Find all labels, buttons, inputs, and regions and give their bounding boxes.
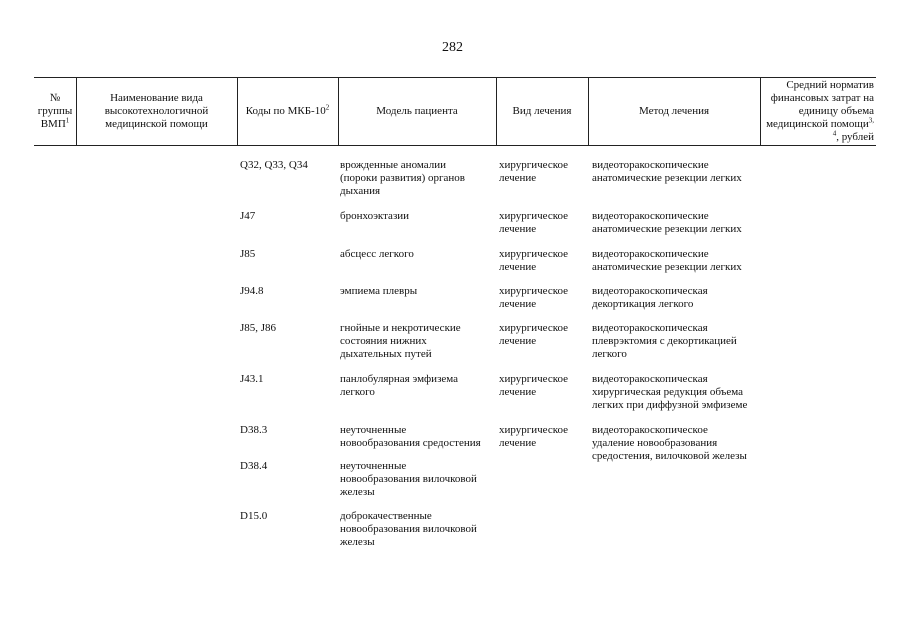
treatment-type: хирургическое лечение (499, 248, 569, 273)
footnote-ref: 3, 4 (832, 116, 874, 138)
treatment-method: видеоторакоскопическая декортикация легкого (592, 285, 708, 310)
icd-code: J85, J86 (240, 322, 277, 334)
patient-model: врожденные аномалии (пороки развития) органов дыхания (340, 159, 465, 197)
icd-code: J43.1 (240, 373, 264, 385)
icd-code: J85 (240, 248, 256, 260)
treatment-type: хирургическое лечение (499, 159, 569, 184)
header-vmp-type (76, 77, 237, 145)
header-bottom-border (34, 145, 876, 146)
page-number: 282 (442, 40, 463, 55)
treatment-type: хирургическое лечение (499, 285, 569, 310)
header-group-number (34, 77, 76, 145)
header-patient-model (338, 77, 496, 145)
header-group-number-text: № группы ВМП (37, 91, 73, 130)
treatment-type: хирургическое лечение (499, 322, 569, 347)
header-treatment-type (496, 77, 588, 145)
header-treatment-type-text: Вид лечения (512, 104, 572, 117)
patient-model: гнойные и некротические состояния нижних дыхательных путей (340, 322, 461, 360)
header-icd-codes (237, 77, 338, 145)
patient-model: панлобулярная эмфизема легкого (340, 373, 459, 398)
header-treatment-method-text: Метод лечения (638, 104, 710, 117)
patient-model: бронхоэктазии (340, 210, 410, 222)
patient-model: доброкачественные новообразования вилочковой железы (340, 510, 477, 548)
icd-code: D15.0 (240, 510, 268, 522)
treatment-method: видеоторакоскопическое удаление новообразования средостения, вилочковой железы (592, 424, 747, 462)
icd-code: J94.8 (240, 285, 264, 297)
icd-code: D38.4 (240, 460, 268, 472)
footnote-ref: 2 (325, 102, 330, 111)
header-cost-norm (760, 79, 876, 143)
header-patient-model-text: Модель пациента (376, 104, 458, 117)
patient-model: абсцесс легкого (340, 248, 414, 260)
header-cost-norm-text: Средний норматив финансовых затрат на единицу объема медицинской помощи (766, 79, 874, 130)
treatment-method: видеоторакоскопическая плеврэктомия с декортикацией легкого (592, 322, 737, 360)
treatment-method: видеоторакоскопические анатомические резекции легких (592, 210, 742, 235)
header-icd-codes-text: Коды по МКБ-10 (245, 104, 326, 117)
treatment-method: видеоторакоскопические анатомические резекции легких (592, 159, 742, 184)
icd-code: D38.3 (240, 424, 268, 436)
patient-model: неуточненные новообразования вилочковой железы (340, 460, 477, 498)
treatment-method: видеоторакоскопические анатомические резекции легких (592, 248, 742, 273)
icd-code: Q32, Q33, Q34 (240, 159, 308, 171)
treatment-type: хирургическое лечение (499, 424, 569, 449)
footnote-ref: 1 (65, 115, 70, 124)
patient-model: неуточненные новообразования средостения (340, 424, 481, 449)
header-vmp-type-text: Наименование вида высокотехнологичной медицинской помощи (104, 91, 209, 130)
treatment-type: хирургическое лечение (499, 373, 569, 398)
treatment-type: хирургическое лечение (499, 210, 569, 235)
treatment-method: видеоторакоскопическая хирургическая редукция объема легких при диффузной эмфиземе (592, 373, 748, 411)
patient-model: эмпиема плевры (340, 285, 418, 297)
header-cost-norm-unit: , рублей (836, 131, 874, 143)
icd-code: J47 (240, 210, 256, 222)
header-treatment-method (588, 77, 760, 145)
